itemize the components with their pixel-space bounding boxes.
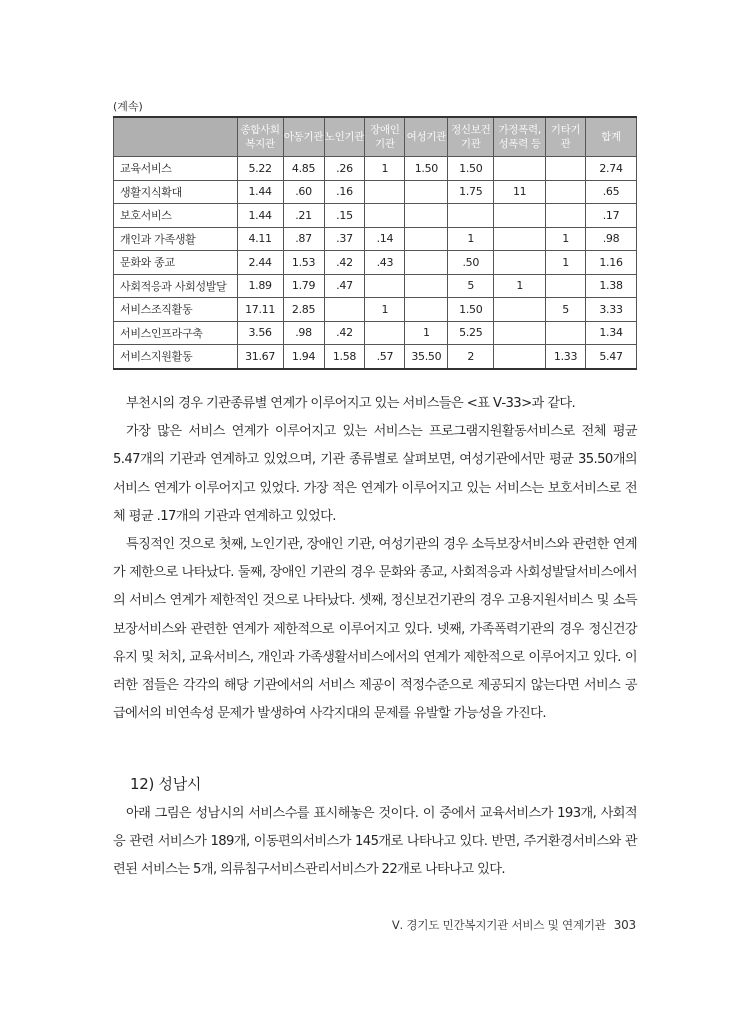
table-cell xyxy=(405,204,448,228)
table-header-cell: 가정폭력, 성폭력 등 xyxy=(494,117,546,157)
table-cell: .50 xyxy=(448,251,494,275)
table-cell xyxy=(405,298,448,322)
table-cell: 4.11 xyxy=(237,227,283,251)
table-cell: 1.44 xyxy=(237,180,283,204)
table-cell: .26 xyxy=(324,157,365,181)
table-cell: .43 xyxy=(365,251,405,275)
table-cell: 5.22 xyxy=(237,157,283,181)
table-cell: 5.25 xyxy=(448,321,494,345)
table-cell: .14 xyxy=(365,227,405,251)
table-cell: .65 xyxy=(586,180,637,204)
table-cell xyxy=(365,204,405,228)
table-cell: 1.50 xyxy=(448,298,494,322)
table-cell: .42 xyxy=(324,251,365,275)
table-cell: .98 xyxy=(283,321,324,345)
table-header-cell: 장애인 기관 xyxy=(365,117,405,157)
table-cell: 1.79 xyxy=(283,274,324,298)
table-cell: 2.74 xyxy=(586,157,637,181)
table-cell: 4.85 xyxy=(283,157,324,181)
table-cell xyxy=(448,204,494,228)
table-cell xyxy=(365,274,405,298)
table-cell: 1.94 xyxy=(283,345,324,369)
table-header-cell: 기타기관 xyxy=(546,117,586,157)
table-row xyxy=(114,345,637,369)
table-row-label: 서비스지원활동 xyxy=(114,345,238,369)
table-cell: 17.11 xyxy=(237,298,283,322)
table-header-cell: 정신보건 기관 xyxy=(448,117,494,157)
table-row xyxy=(114,180,637,204)
paragraph: 가장 많은 서비스 연계가 이루어지고 있는 서비스는 프로그램지원활동서비스로 전체 평균 5.47개의 기관과 연계하고 있었으며, 기관 종류별로 살펴보면, 여성기관에서만 평균 35.50개의 서비스 연계가 이루어지고 있었다. 가장 적은 연계가 이루어지고 있는 서비스는 보호서비스로 전체 평균 .17개의 기관과 연계하고 있었다. xyxy=(113,424,637,524)
table-header-cell: 아동기관 xyxy=(283,117,324,157)
table-row-label: 사회적응과 사회성발달 xyxy=(114,274,238,298)
table-row xyxy=(114,298,637,322)
table-cell: .15 xyxy=(324,204,365,228)
table-header-cell: 종합사회 복지관 xyxy=(237,117,283,157)
table-row-label: 교육서비스 xyxy=(114,157,238,181)
table-row-label: 보호서비스 xyxy=(114,204,238,228)
table-cell: 1.50 xyxy=(405,157,448,181)
table-cell: .37 xyxy=(324,227,365,251)
section-heading: 12) 성남시 xyxy=(130,775,202,793)
table-cell xyxy=(546,204,586,228)
table-cell xyxy=(405,180,448,204)
table-row xyxy=(114,251,637,275)
table-cell: 5 xyxy=(546,298,586,322)
table-cell xyxy=(546,180,586,204)
table-cell: 2 xyxy=(448,345,494,369)
table-cell: 11 xyxy=(494,180,546,204)
page-number: 303 xyxy=(613,918,636,932)
table-cell xyxy=(494,321,546,345)
table-cell: 1 xyxy=(365,157,405,181)
table-cell: 1 xyxy=(405,321,448,345)
table-cell: .98 xyxy=(586,227,637,251)
table-cell xyxy=(494,227,546,251)
table-header-row xyxy=(114,117,637,157)
table-corner-cell xyxy=(114,117,238,157)
section-body-text xyxy=(113,800,637,885)
table-cell: 3.33 xyxy=(586,298,637,322)
table-cell: 35.50 xyxy=(405,345,448,369)
table-cell: .57 xyxy=(365,345,405,369)
table-cell xyxy=(494,157,546,181)
table-cell xyxy=(494,204,546,228)
table-cell: 1.33 xyxy=(546,345,586,369)
table-cell xyxy=(494,251,546,275)
table-cell: 1 xyxy=(365,298,405,322)
paragraph: 특징적인 것으로 첫째, 노인기관, 장애인 기관, 여성기관의 경우 소득보장서비스와 관련한 연계가 제한으로 나타났다. 둘째, 장애인 기관의 경우 문화와 종교, 사회적응과 사회성발달서비스에서의 서비스 연계가 제한적인 것으로 나타났다. 셋째, 정신보건기관의 경우 고용지원서비스 및 소득보장서비스와 관련한 연계가 제한적으로 이루어지고 있다. 넷째, 가족폭력기관의 경우 정신건강유지 및 처치, 교육서비스, 개인과 가족생활서비스에서의 연계가 제한적으로 이루어지고 있다. 이러한 점들은 각각의 해당 기관에서의 서비스 제공이 적정수준으로 제공되지 않는다면 서비스 공급에서의 비연속성 문제가 발생하여 사각지대의 문제를 유발할 가능성을 가진다. xyxy=(113,537,637,722)
table-cell: .60 xyxy=(283,180,324,204)
footer-chapter: Ⅴ. 경기도 민간복지기관 서비스 및 연계기관 xyxy=(391,918,606,932)
body-text xyxy=(113,390,637,728)
table-cell: .87 xyxy=(283,227,324,251)
table-cell xyxy=(365,180,405,204)
table-cell: 1 xyxy=(546,251,586,275)
table-cell: 1.53 xyxy=(283,251,324,275)
table-cell: .17 xyxy=(586,204,637,228)
table-cell xyxy=(405,251,448,275)
table-cell: .47 xyxy=(324,274,365,298)
paragraph: 부천시의 경우 기관종류별 연계가 이루어지고 있는 서비스들은 <표 Ⅴ-33>과 같다. xyxy=(126,396,576,411)
table-cell: 31.67 xyxy=(237,345,283,369)
table-cell: .42 xyxy=(324,321,365,345)
table-cell: 2.85 xyxy=(283,298,324,322)
paragraph: 아래 그림은 성남시의 서비스수를 표시해놓은 것이다. 이 중에서 교육서비스가 193개, 사회적응 관련 서비스가 189개, 이동편의서비스가 145개로 나타나고 있다. 반면, 주거환경서비스와 관련된 서비스는 5개, 의류침구서비스관리서비스가 22개로 나타나고 있다. xyxy=(113,806,637,878)
table-cell: 1.34 xyxy=(586,321,637,345)
table-cell: 3.56 xyxy=(237,321,283,345)
table-cell: 1.38 xyxy=(586,274,637,298)
table-cell xyxy=(494,298,546,322)
table-header-cell: 노인기관 xyxy=(324,117,365,157)
table-row xyxy=(114,204,637,228)
table-cell xyxy=(546,157,586,181)
table-cell: 1.16 xyxy=(586,251,637,275)
table-cell xyxy=(405,274,448,298)
table-row-label: 생활지식확대 xyxy=(114,180,238,204)
table-row xyxy=(114,227,637,251)
table-cell: 1 xyxy=(546,227,586,251)
table-row-label: 서비스인프라구축 xyxy=(114,321,238,345)
table-header-cell: 여성기관 xyxy=(405,117,448,157)
table-cell: 1 xyxy=(494,274,546,298)
table-cell xyxy=(546,321,586,345)
table-cell xyxy=(324,298,365,322)
table-cell: 1.58 xyxy=(324,345,365,369)
table-cell: 1.75 xyxy=(448,180,494,204)
table-cell xyxy=(365,321,405,345)
table-cell: .21 xyxy=(283,204,324,228)
table-row-label: 문화와 종교 xyxy=(114,251,238,275)
table-cell: .16 xyxy=(324,180,365,204)
table-row xyxy=(114,157,637,181)
table-cell: 1.89 xyxy=(237,274,283,298)
table-cell: 2.44 xyxy=(237,251,283,275)
table-row xyxy=(114,274,637,298)
service-linkage-table xyxy=(113,116,637,370)
table-cell xyxy=(494,345,546,369)
table-cell: 1 xyxy=(448,227,494,251)
table-cell: 5 xyxy=(448,274,494,298)
table-cell: 1.44 xyxy=(237,204,283,228)
table-row-label: 개인과 가족생활 xyxy=(114,227,238,251)
table-cell xyxy=(546,274,586,298)
table-row-label: 서비스조직활동 xyxy=(114,298,238,322)
table-cell: 5.47 xyxy=(586,345,637,369)
table-header-cell: 합계 xyxy=(586,117,637,157)
continuation-note: (계속) xyxy=(113,100,143,113)
table-cell xyxy=(405,227,448,251)
page-footer xyxy=(392,917,636,933)
table-row xyxy=(114,321,637,345)
table-cell: 1.50 xyxy=(448,157,494,181)
